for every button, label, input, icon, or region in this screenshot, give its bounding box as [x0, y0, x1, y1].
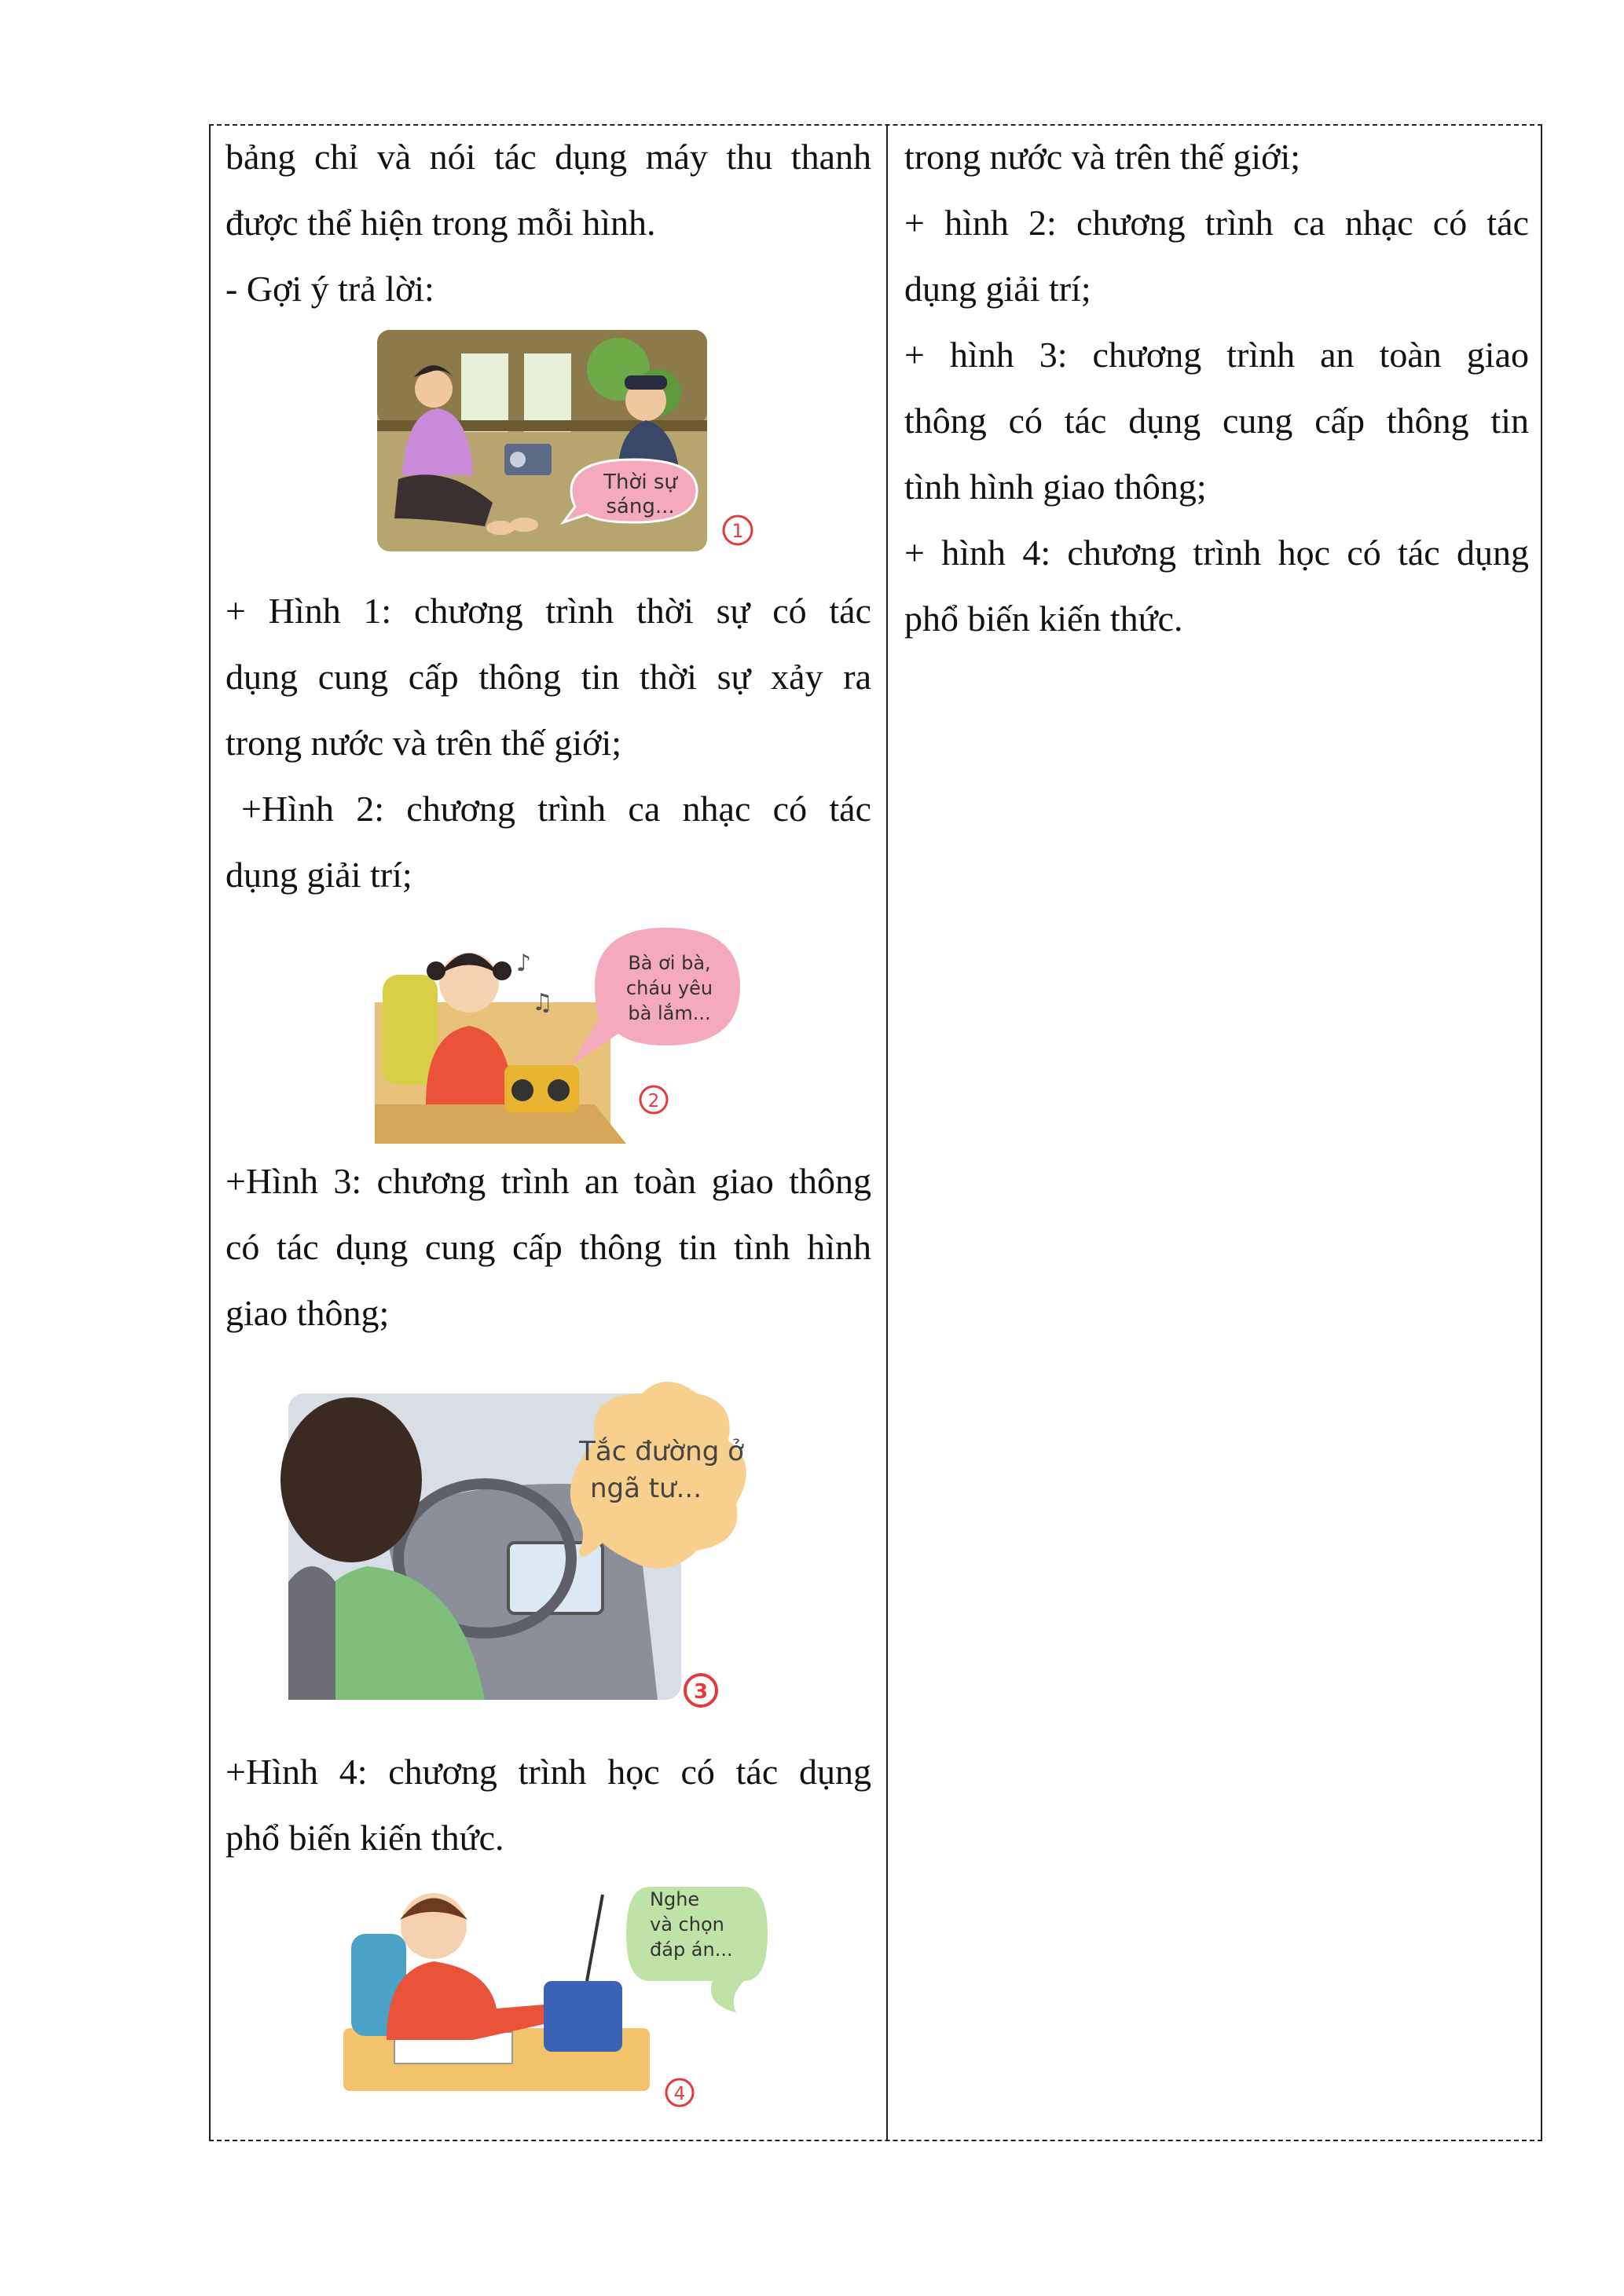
item-2-line-2: dụng giải trí;	[225, 855, 412, 895]
right-line-6: tình hình giao thông;	[904, 467, 1207, 507]
figure-1-radio-news	[225, 322, 871, 578]
bubble-3-line-2: ngã tư...	[589, 1473, 702, 1504]
table-left-border	[209, 124, 211, 2141]
intro-line-2: được thể hiện trong mỗi hình.	[225, 203, 656, 243]
figure-number-3: 3	[693, 1680, 709, 1704]
figure-3-car-radio	[225, 1346, 871, 1739]
bubble-4-line-3: đáp án...	[650, 1939, 733, 1961]
woman-head-icon	[415, 370, 453, 408]
item-3-line-1: +Hình 3: chương trình an toàn giao thông	[225, 1161, 871, 1201]
table-right-border	[1541, 124, 1542, 2141]
driver-head-icon	[280, 1397, 422, 1562]
radio-icon	[544, 1981, 622, 2052]
item-3-line-2: có tác dụng cung cấp thông tin tình hình	[225, 1227, 871, 1267]
music-note-icon-2: ♫	[532, 989, 553, 1016]
right-cell	[904, 124, 1529, 652]
right-line-1: trong nước và trên thế giới;	[904, 137, 1301, 177]
figure-number-4: 4	[673, 2084, 686, 2104]
item-4-line-2: phổ biến kiến thức.	[225, 1818, 504, 1858]
figure-number-1: 1	[731, 520, 744, 542]
right-line-3: dụng giải trí;	[904, 269, 1091, 309]
bubble-4-line-1: Nghe	[650, 1888, 700, 1910]
intro-line-1: bảng chỉ và nói tác dụng máy thu thanh	[225, 137, 871, 177]
bubble-3-line-1: Tắc đường ở	[579, 1436, 744, 1467]
table-bottom-border	[209, 2140, 1542, 2141]
right-line-8: phổ biến kiến thức.	[904, 599, 1183, 639]
bubble-1-line-2: sáng...	[606, 495, 675, 518]
bubble-4-line-2: và chọn	[650, 1913, 724, 1935]
figure-2-radio-music	[225, 908, 871, 1148]
right-line-5: thông có tác dụng cung cấp thông tin	[904, 401, 1529, 441]
left-cell	[225, 124, 871, 2115]
bubble-1-line-1: Thời sự	[603, 471, 677, 494]
hint-label: - Gợi ý trả lời:	[225, 269, 434, 309]
bubble-2-line-1: Bà ơi bà,	[628, 952, 711, 974]
bubble-2-line-2: cháu yêu	[625, 977, 713, 999]
item-2-line-1: +Hình 2: chương trình ca nhạc có tác	[241, 789, 871, 829]
figure-number-2: 2	[647, 1091, 660, 1111]
music-note-icon: ♪	[516, 950, 532, 977]
answer-table	[209, 124, 1542, 2141]
bubble-2-line-3: bà lắm...	[628, 1002, 711, 1024]
right-line-7: + hình 4: chương trình học có tác dụng	[904, 533, 1529, 573]
figure-4-radio-learning	[225, 1871, 871, 2115]
item-3-line-3: giao thông;	[225, 1293, 390, 1333]
item-1-line-1: + Hình 1: chương trình thời sự có tác	[225, 591, 871, 631]
table-column-divider	[886, 124, 888, 2141]
item-1-line-2: dụng cung cấp thông tin thời sự xảy ra	[225, 657, 871, 697]
item-1-line-3: trong nước và trên thế giới;	[225, 723, 622, 763]
right-line-2: + hình 2: chương trình ca nhạc có tác	[904, 203, 1529, 243]
item-4-line-1: +Hình 4: chương trình học có tác dụng	[225, 1752, 871, 1792]
right-line-4: + hình 3: chương trình an toàn giao	[904, 335, 1529, 375]
